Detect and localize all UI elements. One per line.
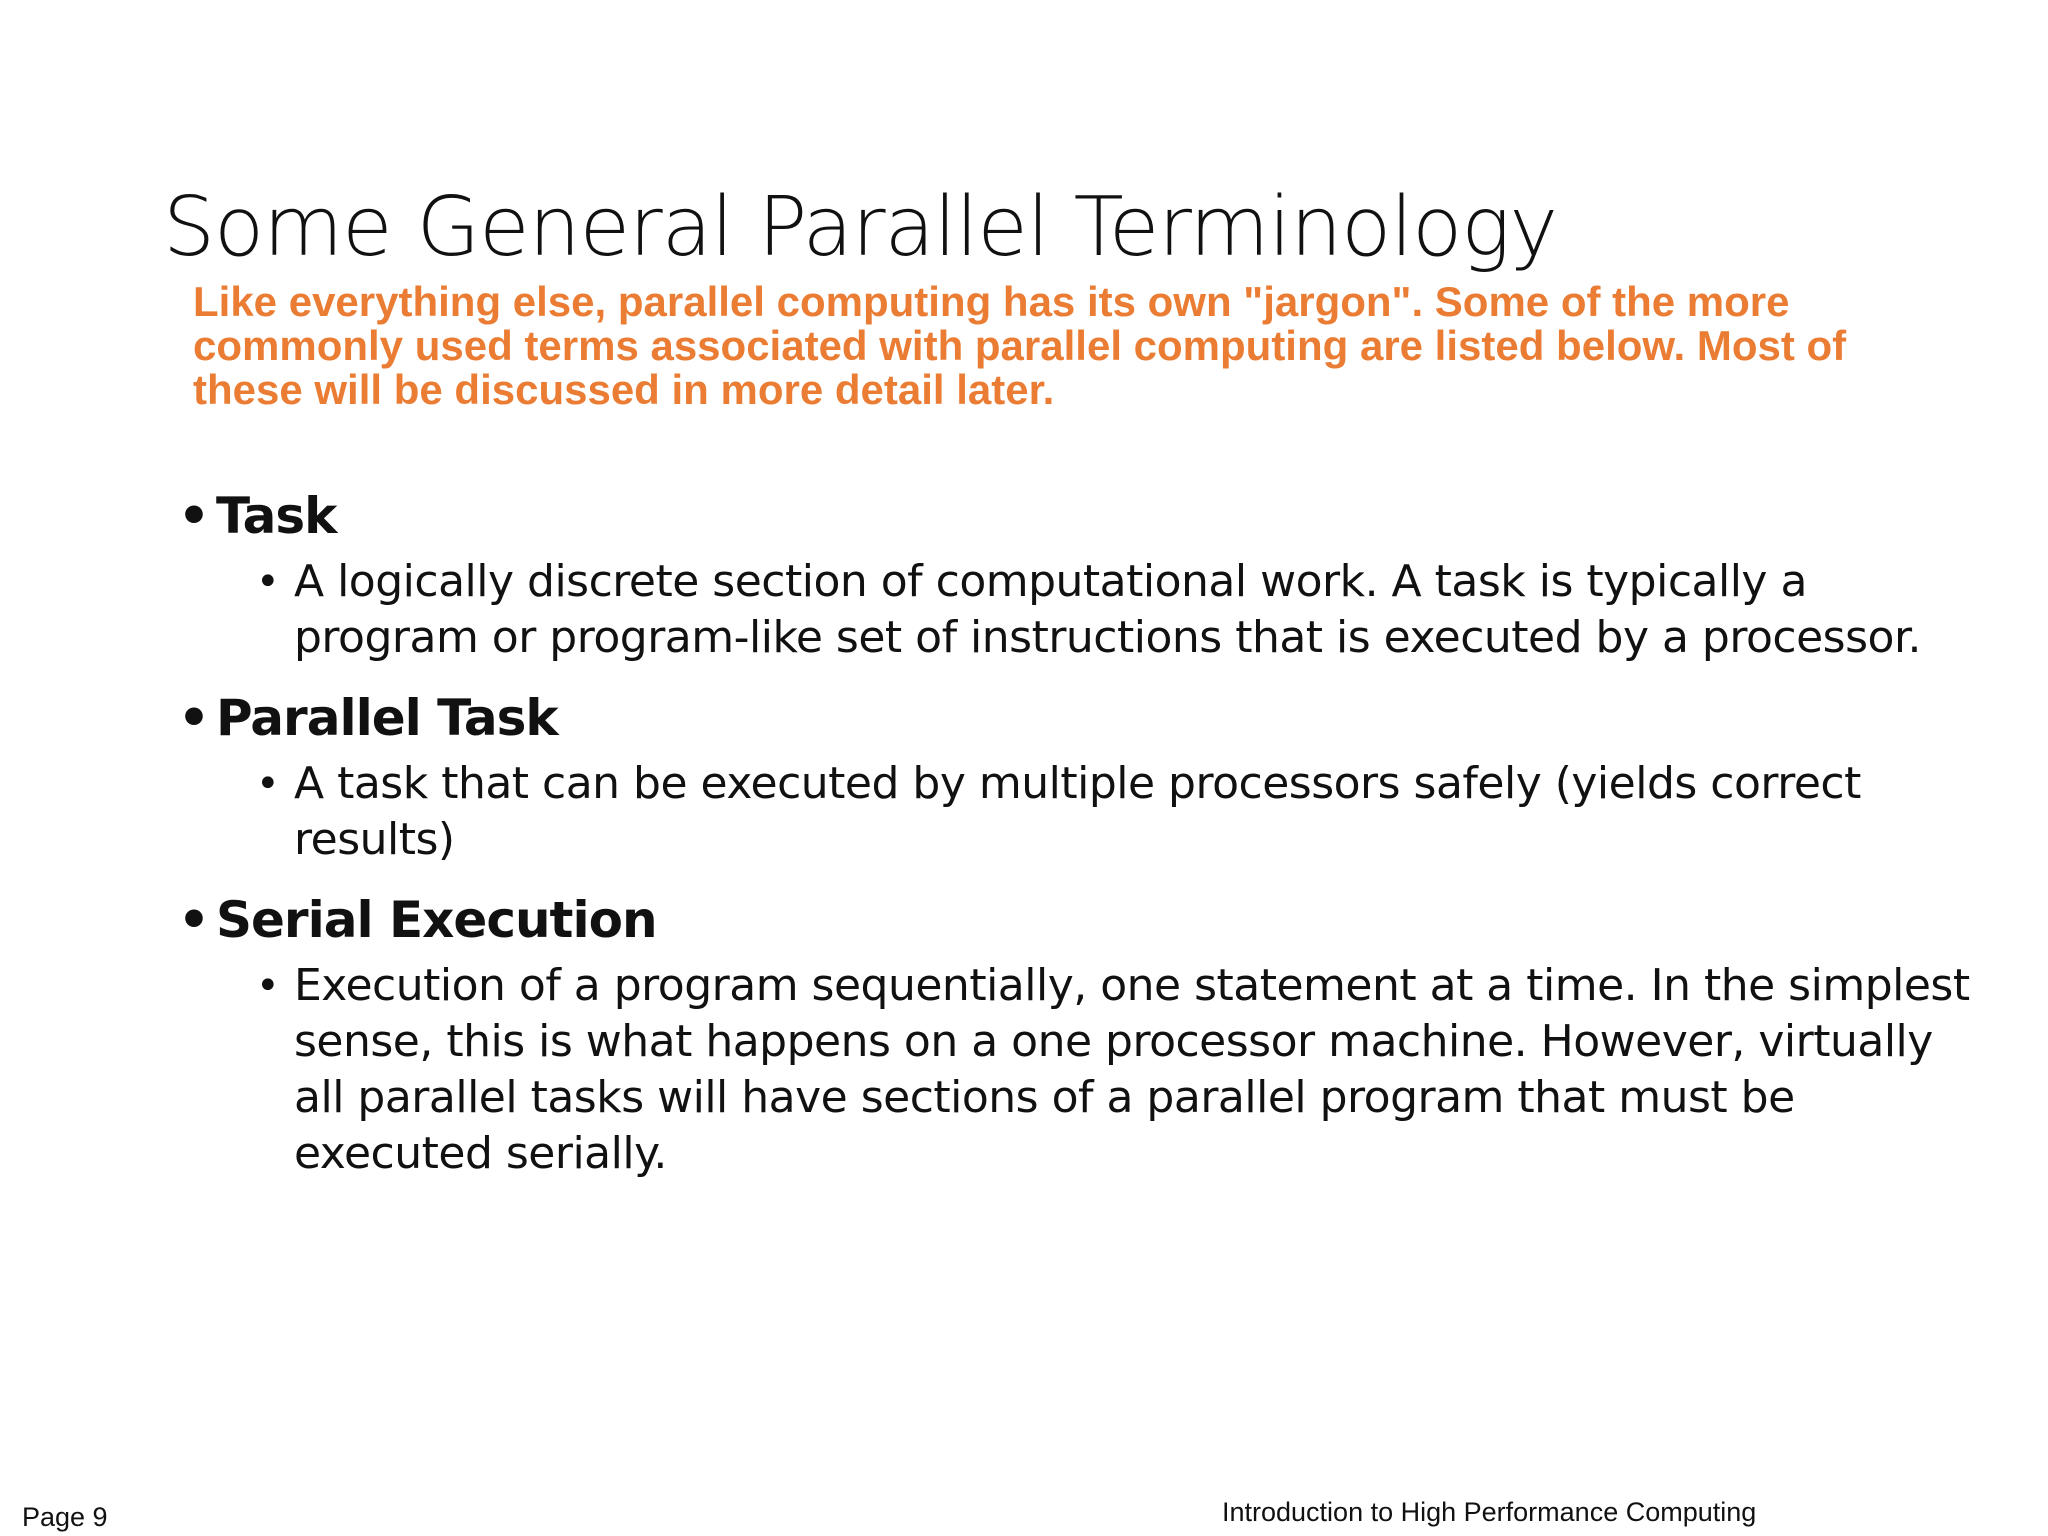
term-task	[178, 482, 1921, 666]
definition-list	[216, 958, 1970, 1182]
bullet-icon: •	[256, 963, 280, 1009]
term-name: Task	[216, 487, 337, 545]
term-definition	[216, 554, 1974, 666]
bullet-icon: •	[178, 891, 210, 949]
term-parallel-task	[178, 684, 1918, 868]
terminology-list	[178, 482, 1970, 1182]
intro-paragraph: Like everything else, parallel computing has its own "jargon". Some of the more commonly used terms associated with parallel computing are listed below. Most of these will be discussed in more detail later.	[193, 278, 1847, 413]
term-serial-execution	[178, 886, 1970, 1182]
bullet-icon: •	[178, 689, 210, 747]
term-definition-text: Execution of a program sequentially, one statement at a time. In the simplest sense, this is what happens on a one processor machine. However, virtually all parallel tasks will have sections of a parallel program that must be executed serially.	[294, 960, 1970, 1179]
term-definition-text: A logically discrete section of computational work. A task is typically a program or program-like set of instructions that is executed by a processor.	[294, 556, 1921, 663]
term-definition-text: A task that can be executed by multiple processors safely (yields correct results)	[294, 758, 1861, 865]
course-title: Introduction to High Performance Computing	[1222, 1497, 1757, 1527]
slide-title: Some General Parallel Terminology	[163, 180, 1558, 275]
bullet-icon: •	[256, 761, 280, 807]
term-name: Serial Execution	[216, 891, 657, 949]
definition-list	[216, 756, 1918, 868]
page-number: Page 9	[22, 1502, 108, 1532]
bullet-icon: •	[178, 487, 210, 545]
term-definition	[216, 756, 1974, 868]
term-definition	[216, 958, 1974, 1182]
definition-list	[216, 554, 1921, 666]
term-name: Parallel Task	[216, 689, 558, 747]
bullet-icon: •	[256, 559, 280, 605]
